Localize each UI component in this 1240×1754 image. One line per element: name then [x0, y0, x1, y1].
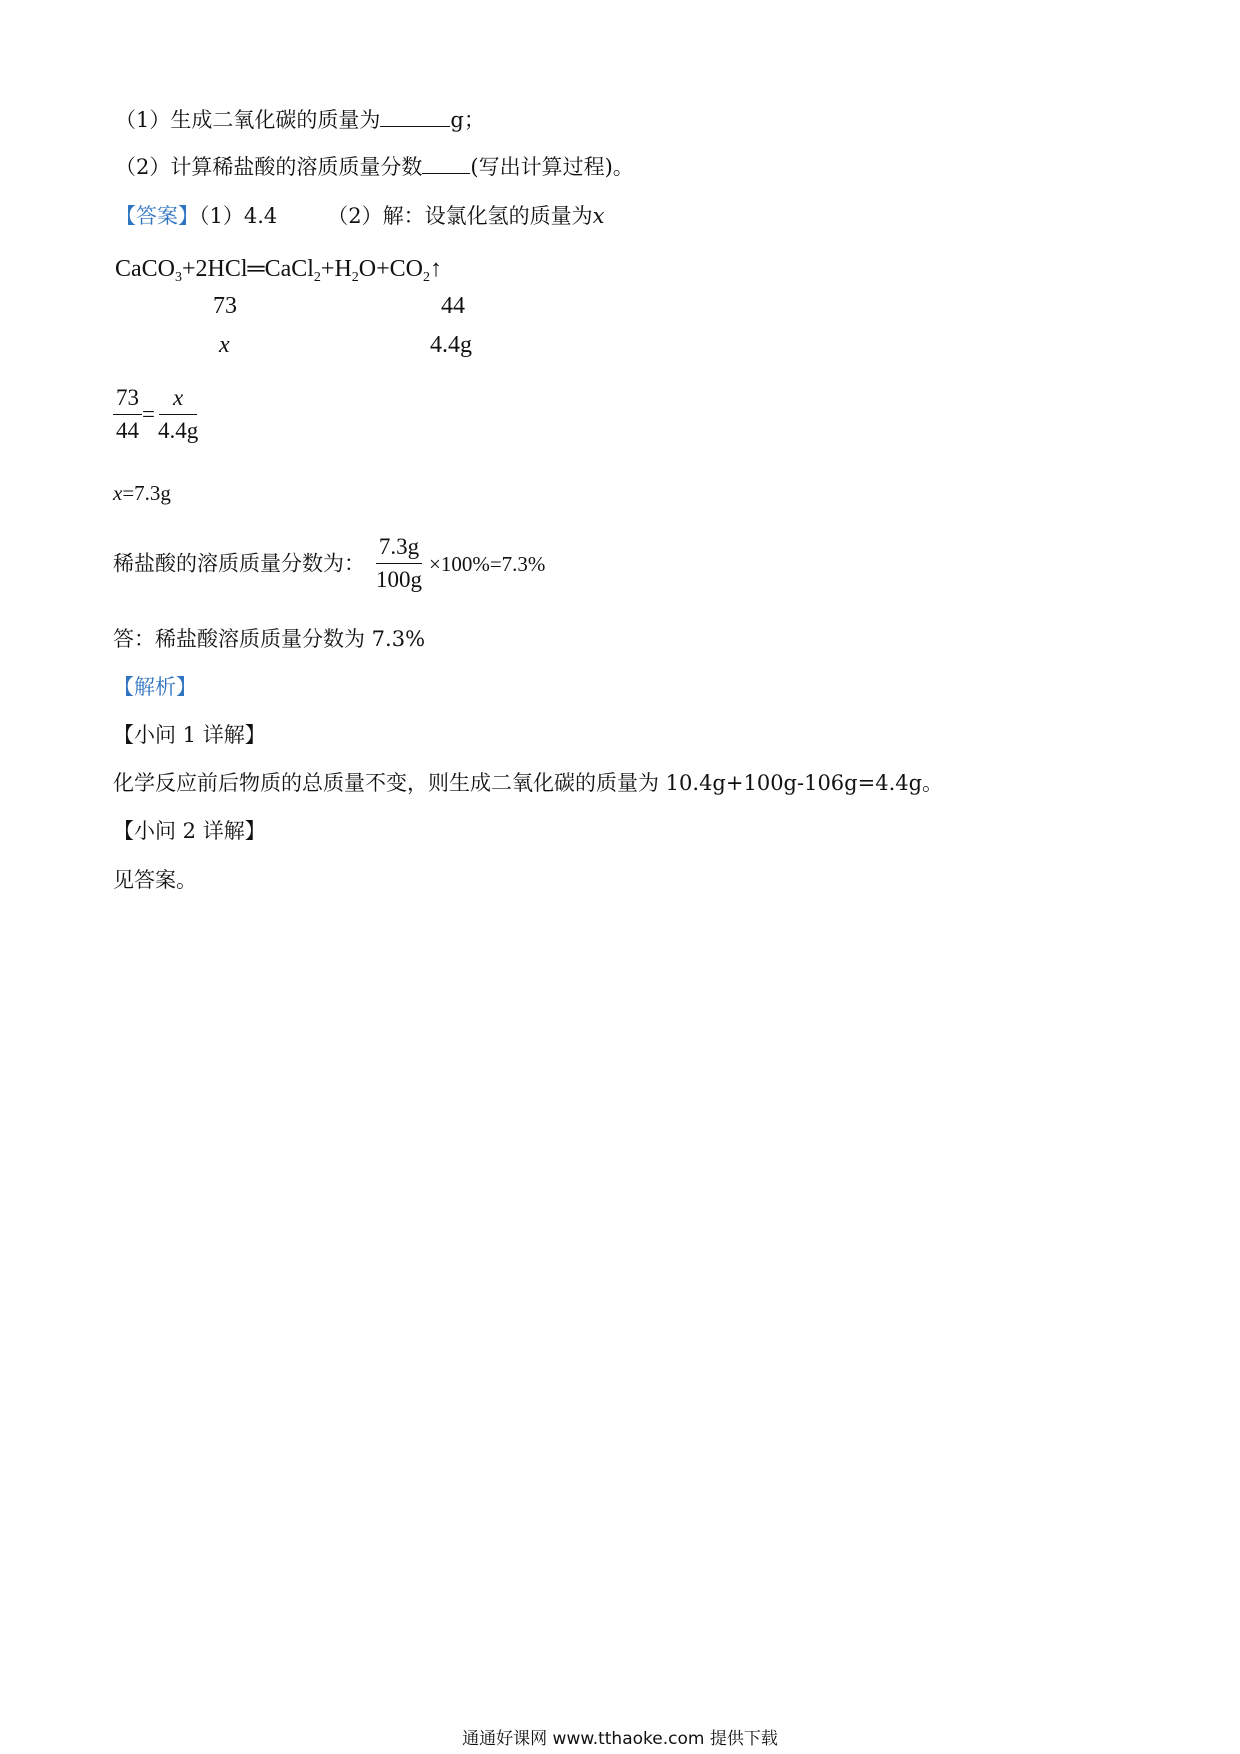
- proportion: $\frac{73}{44}$ = $\frac{x}{4.4g}$: [113, 384, 201, 445]
- sub-question-1-label: 【小问 1 详解】: [113, 723, 266, 747]
- gas-up-arrow-icon: ↑: [430, 256, 442, 282]
- co2-mass: 4.4g: [430, 332, 472, 358]
- unknown-x: x: [219, 332, 230, 358]
- coefficient-hcl: 73: [213, 293, 237, 319]
- mass-fraction-line: 稀盐酸的溶质质量分数为： $\frac{7.3g}{100g}$ ×100%=7.3%: [113, 534, 546, 592]
- coefficient-co2: 44: [441, 293, 465, 319]
- question-2: （2）计算稀盐酸的溶质质量分数 (写出计算过程)。: [115, 155, 634, 179]
- answer-blank-2: [422, 153, 470, 174]
- analysis-label: 【解析】: [113, 675, 197, 699]
- sub-question-1-text: 化学反应前后物质的总质量不变，则生成二氧化碳的质量为 10.4g+100g-106g=4.4g。: [113, 771, 944, 795]
- answer-line: 【答案】（1）4.4 （2）解：设氯化氢的质量为x: [115, 204, 605, 228]
- conclusion: 答：稀盐酸溶质质量分数为 7.3%: [113, 627, 426, 651]
- question-1: （1）生成二氧化碳的质量为 g；: [115, 108, 485, 132]
- mass-fraction: $\frac{7.3g}{100g}$: [376, 534, 422, 592]
- sub-question-2-text: 见答案。: [113, 868, 197, 892]
- answer-blank-1: [380, 106, 450, 127]
- page-footer: 通通好课网 www.tthaoke.com 提供下载: [462, 1729, 778, 1749]
- chemical-equation: $CaCO_3+2HCl═CaCl_2+H_2O+CO_2↑$: [115, 256, 442, 285]
- answer-label: 【答案】: [115, 204, 199, 228]
- sub-question-2-label: 【小问 2 详解】: [113, 819, 266, 843]
- result-x: x=7.3g: [113, 481, 171, 505]
- fraction-left: $\frac{73}{44}$: [113, 384, 142, 445]
- fraction-right: $\frac{x}{4.4g}$: [157, 385, 199, 443]
